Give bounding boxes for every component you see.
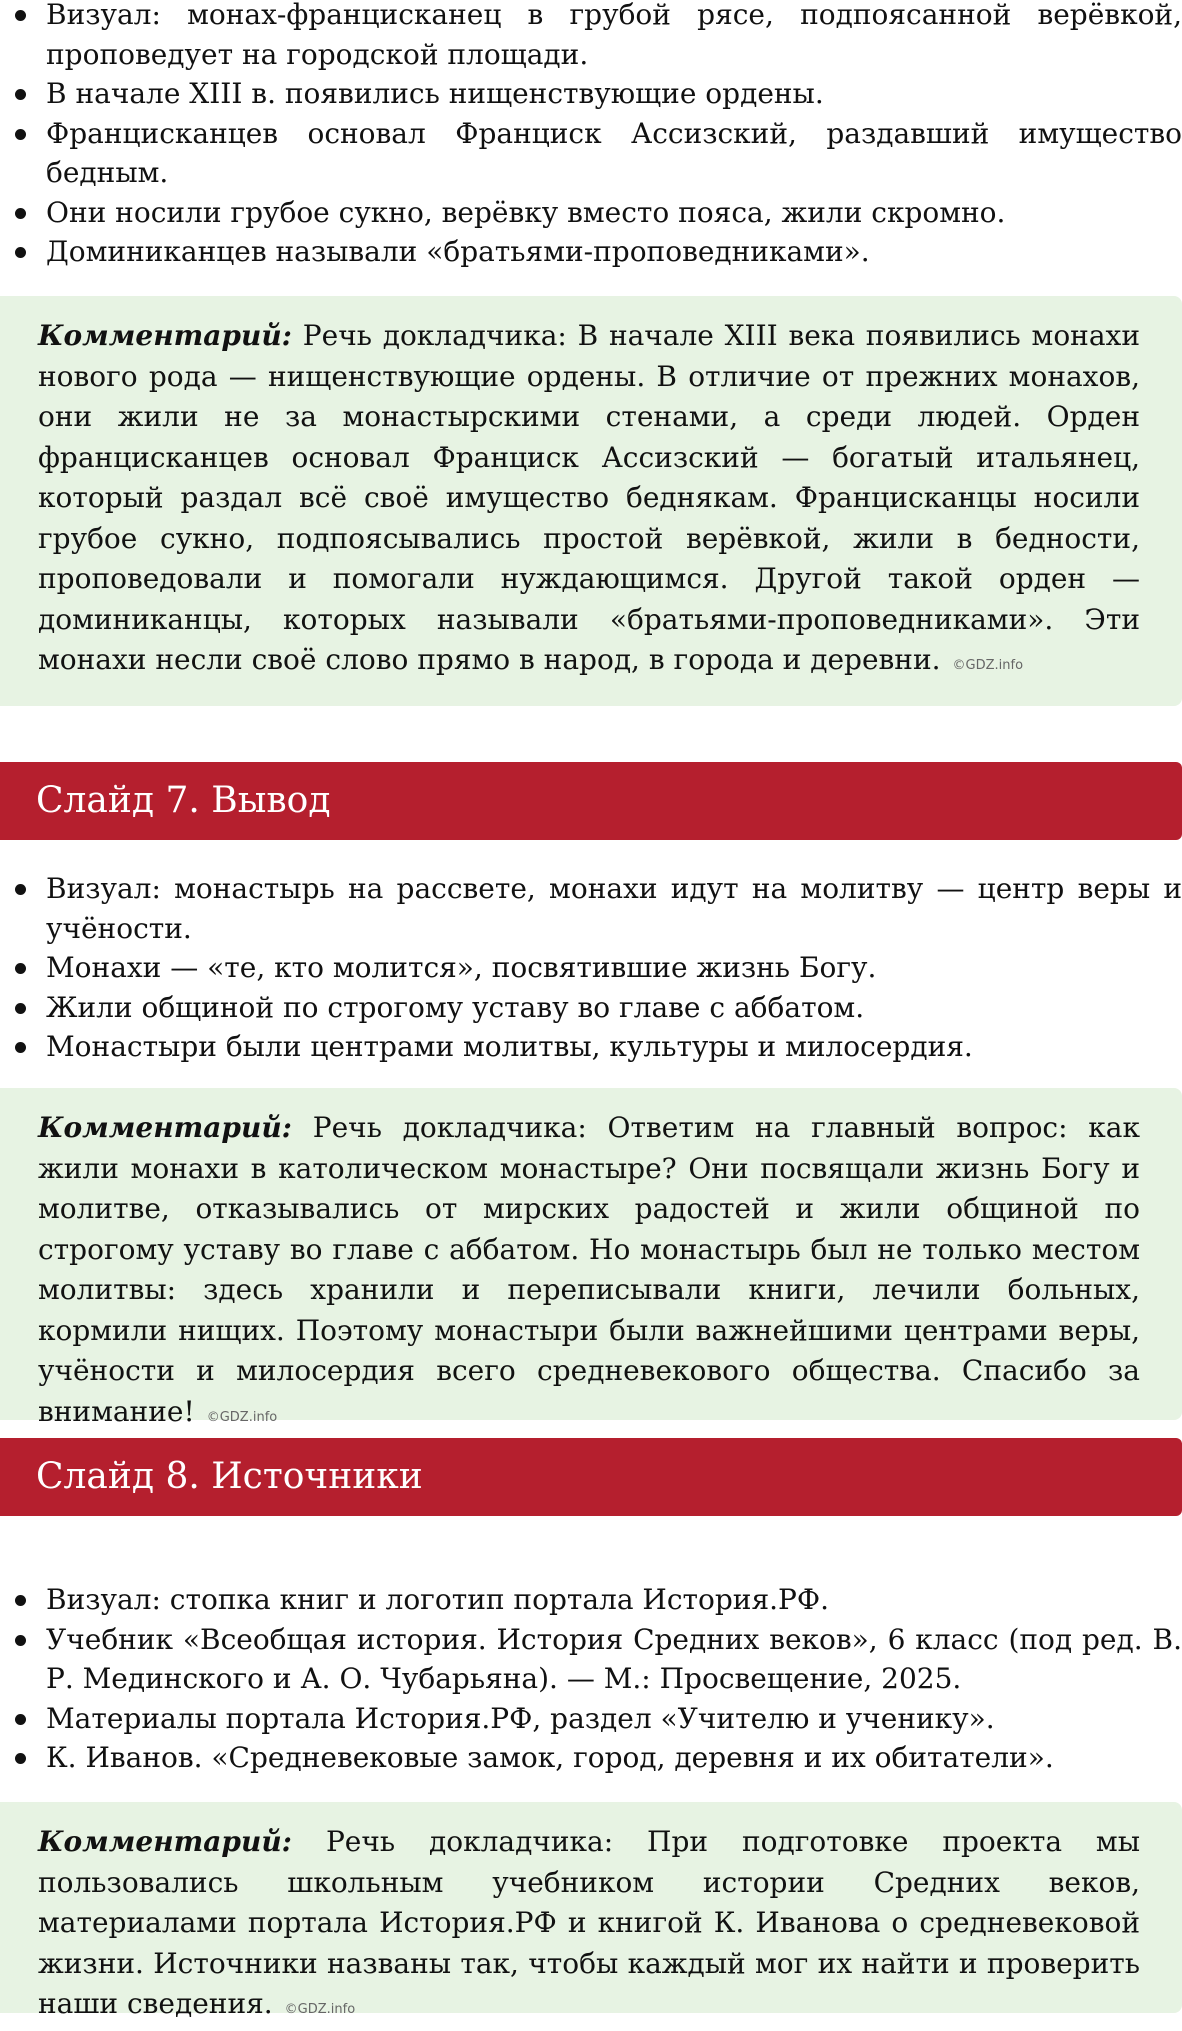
comment-box: [0, 1802, 1182, 2020]
slide-7-bullet-list: [0, 869, 1182, 1067]
bullet-icon: [15, 10, 26, 21]
bullet-icon: [15, 89, 26, 100]
list-item: Жили общиной по строгому уставу во главе с аббатом.: [13, 988, 1182, 1028]
credit-watermark: ©GDZ.info: [206, 1409, 278, 1425]
list-item: Монастыри были центрами молитвы, культуры и милосердия.: [13, 1027, 1182, 1067]
comment-text: Комментарий: Речь докладчика: Ответим на главный вопрос: как жили монахи в католическом монастыре? Они посвящали жизнь Богу и молитве, отказывались от мирских радостей и жили общиной по строгому уставу во главе с аббатом. Но монастырь был не только местом молитвы: здесь хранили и переписывали книги, лечили больных, кормили нищих. Поэтому монастыри были важнейшими центрами веры, учёности и милосердия всего средневекового общества. Спасибо за внимание! ©GDZ.info: [38, 1111, 1140, 1428]
credit-watermark: ©GDZ.info: [952, 658, 1024, 673]
list-item: Материалы портала История.РФ, раздел «Учителю и ученику».: [13, 1699, 1182, 1739]
list-item: Визуал: монастырь на рассвете, монахи идут на молитву — центр веры и учёности.: [13, 869, 1182, 948]
slide-8-header: Слайд 8. Источники: [0, 1438, 1182, 1516]
list-item: К. Иванов. «Средневековые замок, город, деревня и их обитатели».: [13, 1738, 1182, 1778]
list-item: Визуал: монах-францисканец в грубой рясе, подпоясанной верёвкой, проповедует на городской площади.: [13, 0, 1182, 74]
bullet-icon: [15, 208, 26, 219]
bullet-icon: [15, 1635, 26, 1646]
bullet-icon: [15, 1595, 26, 1606]
slide-8-bullet-list: [0, 1580, 1182, 1778]
list-item: Они носили грубое сукно, верёвку вместо пояса, жили скромно.: [13, 193, 1182, 233]
list-item: Доминиканцев называли «братьями-проповедниками».: [13, 232, 1182, 272]
comment-label: Комментарий:: [38, 319, 293, 352]
list-item: Учебник «Всеобщая история. История Средних веков», 6 класс (под ред. В. Р. Мединского и А. О. Чубарьяна). — М.: Просвещение, 2025.: [13, 1620, 1182, 1699]
bullet-icon: [15, 884, 26, 895]
list-item: В начале XIII в. появились нищенствующие ордены.: [13, 74, 1182, 114]
comment-label: Комментарий:: [38, 1111, 293, 1144]
bullet-icon: [15, 1003, 26, 1014]
list-item: Визуал: стопка книг и логотип портала История.РФ.: [13, 1580, 1182, 1620]
comment-text: Комментарий: Речь докладчика: При подготовке проекта мы пользовались школьным учебником истории Средних веков, материалами портала История.РФ и книгой К. Иванова о средневековой жизни. Источники названы так, чтобы каждый мог их найти и проверить наши сведения. ©GDZ.info: [38, 1825, 1140, 2020]
list-item: Францисканцев основал Франциск Ассизский, раздавший имущество бедным.: [13, 114, 1182, 193]
bullet-icon: [15, 247, 26, 258]
bullet-icon: [15, 129, 26, 140]
bullet-icon: [15, 1042, 26, 1053]
comment-box: [0, 1088, 1182, 1428]
bullet-icon: [15, 963, 26, 974]
comment-box: [0, 296, 1182, 706]
comment-label: Комментарий:: [38, 1825, 293, 1858]
slide-7-header: Слайд 7. Вывод: [0, 762, 1182, 840]
bullet-icon: [15, 1753, 26, 1764]
bullet-icon: [15, 1714, 26, 1725]
top-bullet-list: [0, 0, 1182, 272]
list-item: Монахи — «те, кто молится», посвятившие жизнь Богу.: [13, 948, 1182, 988]
comment-text: Комментарий: Речь докладчика: В начале XIII века появились монахи нового рода — нищенствующие ордены. В отличие от прежних монахов, они жили не за монастырскими стенами, а среди людей. Орден францисканцев основал Франциск Ассизский — богатый итальянец, который раздал всё своё имущество беднякам. Францисканцы носили грубое сукно, подпоясывались простой верёвкой, жили в бедности, проповедовали и помогали нуждающимся. Другой такой орден — доминиканцы, которых называли «братьями-проповедниками». Эти монахи несли своё слово прямо в народ, в города и деревни. ©GDZ.info: [38, 319, 1140, 676]
credit-watermark: ©GDZ.info: [284, 2002, 356, 2017]
